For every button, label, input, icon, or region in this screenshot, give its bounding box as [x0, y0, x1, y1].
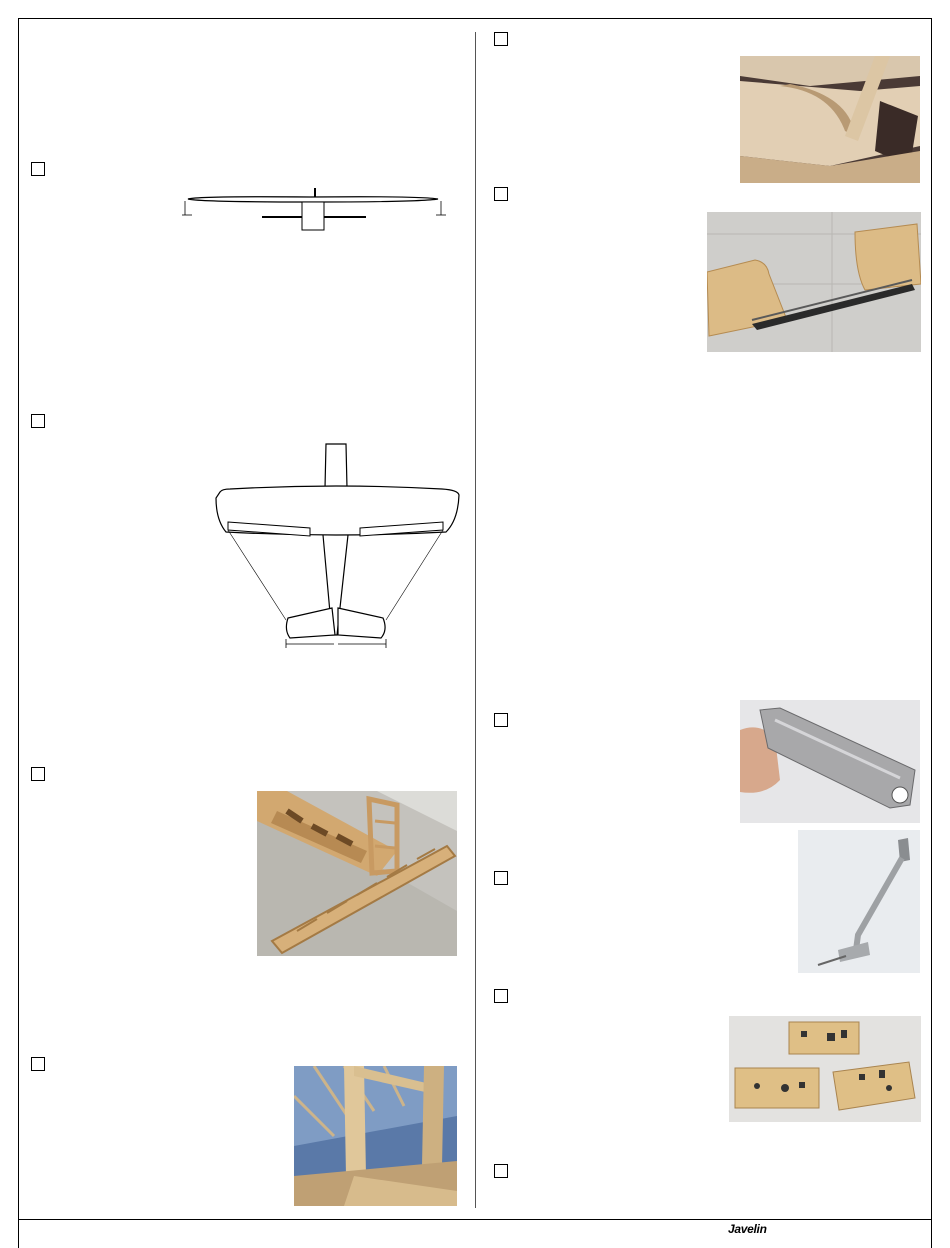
metal-strap-photo: [740, 700, 920, 823]
footer-divider: [18, 1219, 932, 1220]
step-checkbox[interactable]: [494, 32, 508, 46]
tail-assembly-photo: [257, 791, 457, 956]
step-checkbox[interactable]: [494, 1164, 508, 1178]
step-checkbox[interactable]: [31, 1057, 45, 1071]
top-view-alignment-diagram: [210, 440, 465, 650]
fin-fuselage-closeup-photo: [294, 1066, 457, 1206]
step-checkbox[interactable]: [494, 713, 508, 727]
step-checkbox[interactable]: [494, 989, 508, 1003]
stabilizer-joiner-photo: [707, 212, 921, 352]
step-checkbox[interactable]: [494, 187, 508, 201]
column-divider: [475, 32, 476, 1208]
step-checkbox[interactable]: [494, 871, 508, 885]
balsa-fin-fillet-photo: [740, 56, 920, 183]
bent-wire-rod-photo: [798, 830, 920, 973]
step-checkbox[interactable]: [31, 767, 45, 781]
brand-logo: Javelin: [728, 1222, 767, 1236]
step-checkbox[interactable]: [31, 162, 45, 176]
front-view-diagram: [180, 185, 450, 235]
plywood-plates-photo: [729, 1016, 921, 1122]
step-checkbox[interactable]: [31, 414, 45, 428]
